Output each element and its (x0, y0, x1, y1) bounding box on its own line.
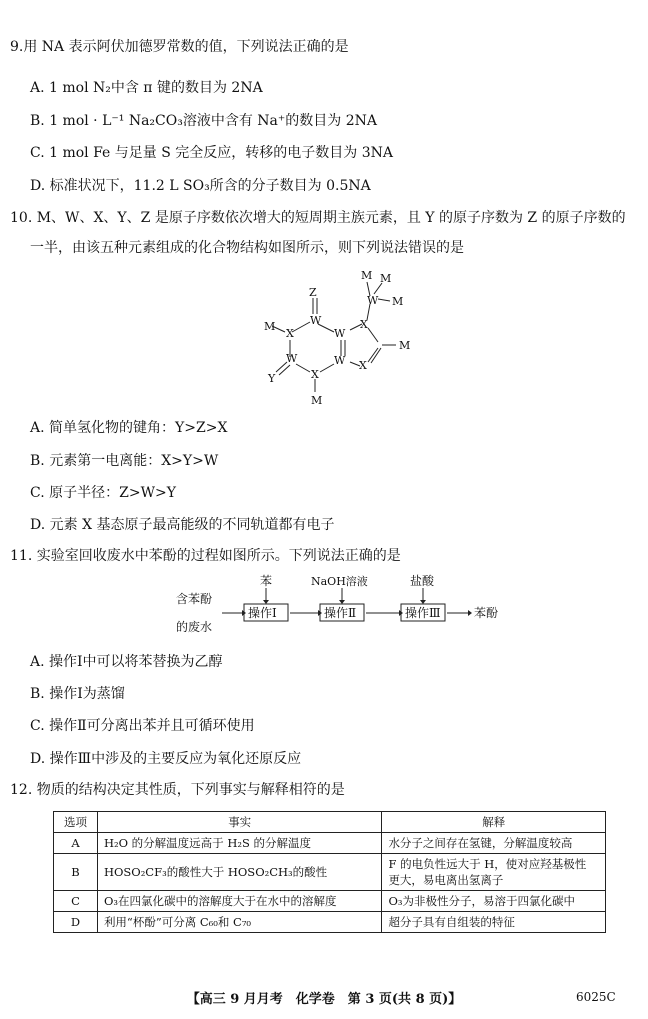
q12-stem: 12. 物质的结构决定其性质，下列事实与解释相符的是 (10, 782, 345, 798)
row-explanation-line1: O₃为非极性分子，易溶于四氯化碳中 (388, 894, 575, 908)
flow-input-line2: 的废水 (176, 620, 213, 634)
table-row (54, 891, 606, 912)
q11-stem: 11. 实验室回收废水中苯酚的过程如图所示。下列说法正确的是 (10, 548, 401, 564)
header-fact: 事实 (97, 812, 382, 833)
atom-m-side-3: M (392, 295, 404, 308)
q11-option-d: D. 操作Ⅲ中涉及的主要反应为氧化还原反应 (30, 751, 302, 767)
row-explanation-line1: 水分子之间存在氢键，分解温度较高 (388, 836, 573, 850)
row-explanation (382, 833, 606, 854)
q9-option-a: A. 1 mol N₂中含 π 键的数目为 2NA (30, 80, 263, 96)
atom-x-ring5-bottom: X (359, 359, 367, 372)
row-explanation (382, 891, 606, 912)
atom-x-left: X (286, 327, 294, 340)
atom-w-right-lower: W (334, 354, 346, 367)
flow-reagent-benzene: 苯 (260, 574, 273, 588)
q9-option-c: C. 1 mol Fe 与足量 S 完全反应，转移的电子数目为 3NA (30, 145, 393, 161)
row-explanation (382, 854, 606, 891)
atom-m-side-1: M (361, 269, 373, 282)
flow-output: 苯酚 (474, 606, 499, 620)
row-fact: O₃在四氯化碳中的溶解度大于在水中的溶解度 (97, 891, 382, 912)
row-fact: H₂O 的分解温度远高于 H₂S 的分解温度 (97, 833, 382, 854)
header-explanation: 解释 (382, 812, 606, 833)
table-row (54, 912, 606, 933)
table-row (54, 854, 606, 891)
flow-reagent-hcl: 盐酸 (410, 574, 435, 588)
q9-option-b: B. 1 mol · L⁻¹ Na₂CO₃溶液中含有 Na⁺的数目为 2NA (30, 113, 377, 129)
q11-option-b: B. 操作Ⅰ为蒸馏 (30, 686, 125, 702)
row-fact: 利用“杯酚”可分离 C₆₀和 C₇₀ (97, 912, 382, 933)
q10-option-b: B. 元素第一电离能：X>Y>W (30, 453, 219, 469)
q10-option-d: D. 元素 X 基态原子最高能级的不同轨道都有电子 (30, 517, 335, 533)
row-option: A (54, 833, 98, 854)
q10-stem-line2: 一半，由该五种元素组成的化合物结构如图所示，则下列说法错误的是 (30, 240, 464, 256)
paper-code: 6025C (576, 990, 616, 1004)
atom-m-side-2: M (380, 272, 392, 285)
atom-x-bottom: X (311, 368, 319, 381)
row-explanation (382, 912, 606, 933)
q10-option-c: C. 原子半径：Z>W>Y (30, 485, 176, 501)
q9-stem: 9.用 NA 表示阿伏加德罗常数的值，下列说法正确的是 (10, 39, 349, 55)
atom-x-ring5-top: X (360, 318, 368, 331)
q10-option-a: A. 简单氢化物的键角：Y>Z>X (30, 420, 228, 436)
flow-step-2: 操作Ⅱ (324, 606, 357, 620)
atom-m-ring5: M (399, 339, 411, 352)
q11-option-a: A. 操作Ⅰ中可以将苯替换为乙醇 (30, 654, 223, 670)
atom-m-bottom: M (311, 394, 323, 407)
row-fact: HOSO₂CF₃的酸性大于 HOSO₂CH₃的酸性 (97, 854, 382, 891)
flow-reagent-naoh: NaOH溶液 (311, 575, 368, 588)
page-footer: 【高三 9 月月考 化学卷 第 3 页(共 8 页)】 (186, 992, 462, 1007)
atom-w-side: W (367, 294, 379, 307)
table-header-row (54, 812, 606, 833)
flow-step-1: 操作Ⅰ (248, 606, 277, 620)
atom-w-right-upper: W (334, 327, 346, 340)
atom-w-top: W (310, 314, 322, 327)
atom-m-left: M (264, 320, 276, 333)
flow-input-line1: 含苯酚 (176, 592, 213, 606)
row-option: B (54, 854, 98, 891)
header-option: 选项 (54, 812, 98, 833)
atom-w-left: W (286, 352, 298, 365)
q12-table (53, 811, 606, 933)
flow-step-3: 操作Ⅲ (405, 606, 441, 620)
row-explanation-line2: 更大，易电离出氢离子 (388, 873, 504, 887)
row-explanation-line1: F 的电负性远大于 H，使对应羟基极性 (388, 857, 587, 871)
q11-option-c: C. 操作Ⅱ可分离出苯并且可循环使用 (30, 718, 255, 734)
q11-flow-diagram (170, 573, 510, 639)
q9-option-d: D. 标准状况下，11.2 L SO₃所含的分子数目为 0.5NA (30, 178, 371, 194)
atom-z-top: Z (309, 286, 317, 299)
q10-structure-diagram (250, 262, 430, 412)
table-row (54, 833, 606, 854)
row-option: C (54, 891, 98, 912)
atom-y: Y (268, 372, 276, 385)
row-explanation-line1: 超分子具有自组装的特征 (388, 915, 515, 929)
row-option: D (54, 912, 98, 933)
q10-stem-line1: 10. M、W、X、Y、Z 是原子序数依次增大的短周期主族元素，且 Y 的原子序数为 Z 的原子序数的 (10, 210, 626, 226)
